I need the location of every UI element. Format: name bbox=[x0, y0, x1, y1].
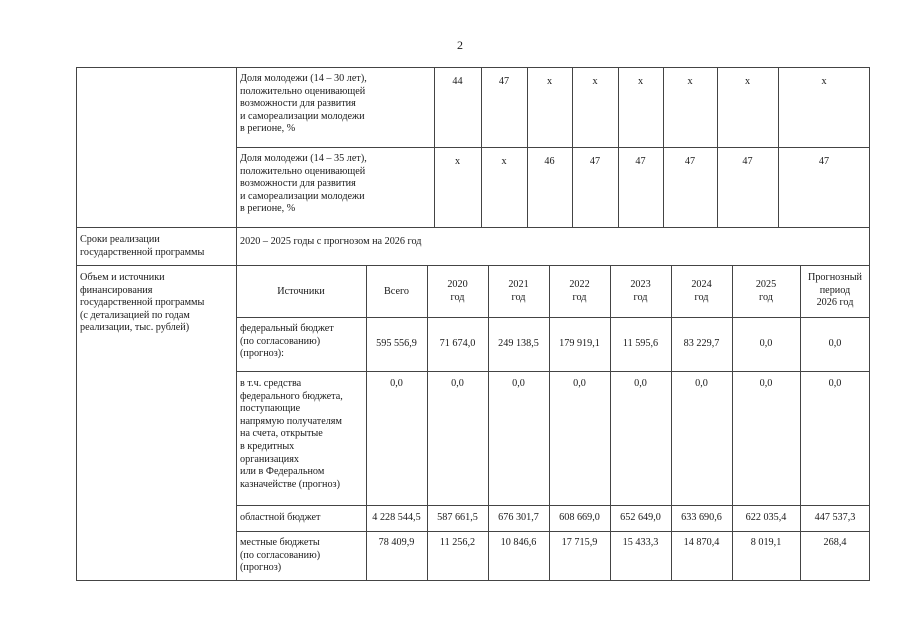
amount-cell: 0,0 bbox=[390, 378, 403, 389]
amount-cell: 8 019,1 bbox=[750, 537, 782, 548]
indicator-value: х bbox=[454, 156, 461, 167]
indicator-value: 44 bbox=[452, 76, 463, 87]
source-label: местные бюджеты (по согласованию) (прогноз) bbox=[240, 537, 321, 574]
row-divider bbox=[236, 317, 870, 318]
header-year: 2025 год bbox=[755, 279, 777, 303]
header-forecast: Прогнозный период 2026 год bbox=[807, 272, 863, 309]
row-divider bbox=[76, 227, 870, 228]
indicator-value: 46 bbox=[544, 156, 555, 167]
indicator-value: х bbox=[744, 76, 751, 87]
indicator-value: х bbox=[821, 76, 827, 87]
column-divider bbox=[663, 67, 664, 227]
indicator-value: 47 bbox=[742, 156, 753, 167]
column-divider bbox=[427, 265, 428, 581]
amount-cell: 11 595,6 bbox=[622, 338, 659, 349]
amount-cell: 17 715,9 bbox=[561, 537, 598, 548]
amount-cell: 608 669,0 bbox=[559, 512, 600, 523]
column-divider bbox=[572, 67, 573, 227]
amount-cell: 0,0 bbox=[451, 378, 464, 389]
amount-cell: 0,0 bbox=[828, 378, 842, 389]
amount-cell: 652 649,0 bbox=[620, 512, 661, 523]
amount-cell: 4 228 544,5 bbox=[372, 512, 421, 523]
amount-cell: 14 870,4 bbox=[683, 537, 720, 548]
column-divider bbox=[481, 67, 482, 227]
indicator-label: Доля молодежи (14 – 35 лет), положительно оценивающей возможности для развития и самореализации молодежи в регионе, % bbox=[240, 153, 367, 215]
indicator-value: 47 bbox=[635, 156, 646, 167]
amount-cell: 0,0 bbox=[828, 338, 842, 349]
header-year: 2024 год bbox=[691, 279, 712, 303]
row-divider bbox=[76, 265, 870, 266]
indicator-value: х bbox=[592, 76, 598, 87]
column-divider bbox=[549, 265, 550, 581]
column-divider bbox=[236, 67, 237, 581]
row-divider bbox=[236, 147, 870, 148]
financing-label: Объем и источники финансирования государственной программы (с детализацией по годам реализации, тыс. рублей) bbox=[80, 272, 205, 334]
amount-cell: 268,4 bbox=[823, 537, 847, 548]
amount-cell: 0,0 bbox=[695, 378, 708, 389]
amount-cell: 0,0 bbox=[512, 378, 525, 389]
amount-cell: 71 674,0 bbox=[439, 338, 476, 349]
indicator-value: 47 bbox=[589, 156, 601, 167]
terms-label: Сроки реализации государственной программы bbox=[80, 234, 205, 258]
column-divider bbox=[488, 265, 489, 581]
amount-cell: 447 537,3 bbox=[814, 512, 856, 523]
column-divider bbox=[671, 265, 672, 581]
indicator-label: Доля молодежи (14 – 30 лет), положительно оценивающей возможности для развития и самореализации молодежи в регионе, % bbox=[240, 73, 367, 135]
header-year: 2022 год bbox=[569, 279, 590, 303]
source-label: федеральный бюджет (по согласованию) (прогноз): bbox=[240, 323, 334, 360]
header-year: 2023 год bbox=[630, 279, 651, 303]
source-label: областной бюджет bbox=[240, 512, 321, 523]
amount-cell: 179 919,1 bbox=[559, 338, 600, 349]
row-divider bbox=[236, 371, 870, 372]
amount-cell: 595 556,9 bbox=[376, 338, 417, 349]
column-divider bbox=[527, 67, 528, 227]
amount-cell: 0,0 bbox=[573, 378, 586, 389]
page-number: 2 bbox=[457, 38, 463, 52]
row-divider bbox=[236, 531, 870, 532]
column-divider bbox=[778, 67, 779, 227]
amount-cell: 587 661,5 bbox=[437, 512, 478, 523]
amount-cell: 0,0 bbox=[759, 378, 773, 389]
amount-cell: 83 229,7 bbox=[683, 338, 720, 349]
column-divider bbox=[434, 67, 435, 227]
row-divider bbox=[236, 505, 870, 506]
amount-cell: 633 690,6 bbox=[681, 512, 722, 523]
amount-cell: 249 138,5 bbox=[498, 338, 539, 349]
amount-cell: 78 409,9 bbox=[378, 537, 415, 548]
header-sources: Источники bbox=[277, 286, 325, 297]
amount-cell: 0,0 bbox=[634, 378, 647, 389]
header-total: Всего bbox=[384, 286, 409, 297]
indicator-value: 47 bbox=[684, 156, 696, 167]
amount-cell: 622 035,4 bbox=[745, 512, 787, 523]
column-divider bbox=[618, 67, 619, 227]
amount-cell: 10 846,6 bbox=[500, 537, 537, 548]
column-divider bbox=[732, 265, 733, 581]
indicator-value: х bbox=[546, 76, 553, 87]
source-label: в т.ч. средства федерального бюджета, поступающие напрямую получателям на счета, открытые в кредитных организациях или в Федеральном казначействе (прогноз) bbox=[240, 378, 343, 490]
indicator-value: 47 bbox=[498, 76, 510, 87]
amount-cell: 676 301,7 bbox=[498, 512, 539, 523]
indicator-value: х bbox=[637, 76, 644, 87]
amount-cell: 0,0 bbox=[759, 338, 773, 349]
header-year: 2020 год bbox=[447, 279, 468, 303]
indicator-value: х bbox=[501, 156, 507, 167]
column-divider bbox=[366, 265, 367, 581]
indicator-value: 47 bbox=[818, 156, 830, 167]
column-divider bbox=[610, 265, 611, 581]
indicator-value: х bbox=[687, 76, 693, 87]
column-divider bbox=[800, 265, 801, 581]
amount-cell: 15 433,3 bbox=[622, 537, 659, 548]
header-year: 2021 год bbox=[508, 279, 529, 303]
amount-cell: 11 256,2 bbox=[439, 537, 476, 548]
terms-value: 2020 – 2025 годы с прогнозом на 2026 год bbox=[240, 236, 422, 247]
column-divider bbox=[717, 67, 718, 227]
